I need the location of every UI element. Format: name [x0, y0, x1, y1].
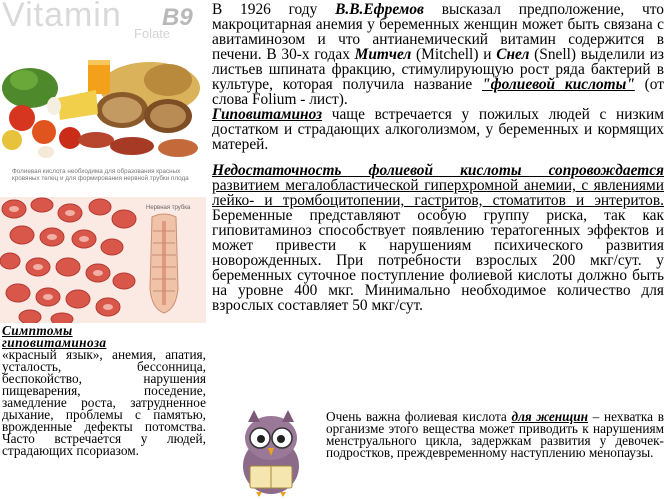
- logo-word: Vitamin: [2, 0, 122, 34]
- paragraph-deficiency: [212, 163, 664, 313]
- logo-badge: B9: [162, 4, 193, 31]
- symptoms-block: [2, 325, 206, 457]
- image-caption: Фолиевая кислота необходима для образования красных кровяных телец и для формирования нервной трубки плода: [12, 168, 189, 182]
- text-span: высказал предположение, что макроцитарная анемия у беременных женщин может быть связана с авитаминозом и что антианемический витамин содержится в печени. В 30-х годах: [212, 1, 664, 63]
- neural-tube-label: Нервная трубка: [146, 205, 191, 211]
- name-mitchell: Митчел: [354, 46, 412, 63]
- text-span: Очень важна фолиевая кислота: [326, 409, 512, 424]
- blood-cells-illustration: [0, 197, 206, 323]
- text-span: (от слова Folium - лист).: [212, 76, 664, 108]
- text-span: Беременные представляют особую группу риска, так как гиповитаминоз способствует появлению тератогенных эффектов и может привести к нарушениям психического развития новорожденных. При потребности взрослых 200 мкг/сут. у беременных суточное поступление фолиевой кислоты должно быть на уровне 400 мкг. Минимально необходимое количество для взрослых составляет 50 мкг/сут.: [212, 207, 664, 314]
- paragraph-hypovitaminosis: [212, 107, 664, 152]
- text-span: – нехватка в организме этого вещества может приводить к нарушениям менструального цикла, задержкам развития у девочек-подростков, преждевременному наступлению менопаузы.: [326, 409, 665, 460]
- deficiency-term: Недостаточность фолиевой кислоты сопровождается: [212, 162, 664, 179]
- folic-acid-term: "фолиевой кислоты": [482, 76, 635, 93]
- name-efremov: В.В.Ефремов: [335, 1, 424, 18]
- paragraph-history: [212, 2, 664, 107]
- text-span: (Snell) выделили из листьев шпината фракцию, стимулирующую рост ряда бактерий в культуре, которая получила название: [212, 46, 664, 93]
- text-span: (Mitchell) и: [411, 46, 497, 63]
- symptoms-title-1: Симптомы: [2, 323, 73, 338]
- owl-illustration: [228, 408, 314, 498]
- name-snell: Снел: [496, 46, 530, 63]
- women-note: [326, 411, 664, 459]
- deficiency-effects: развитием мегалобластической гиперхромной анемии, с явлениями лейко- и тромбоцитопении, гастритов, стоматитов и энтеритов.: [212, 177, 664, 209]
- hypovitaminosis-term: Гиповитаминоз: [212, 106, 323, 123]
- logo-sub: Folate: [134, 26, 171, 41]
- vitamin-logo: [2, 0, 198, 42]
- women-highlight: для женщин: [511, 409, 589, 424]
- main-text: [212, 2, 664, 313]
- text-span: чаще встречается у пожилых людей с низким достатком и страдающих алкоголизмом, у беременных и кормящих матерей.: [212, 106, 664, 153]
- symptoms-body: «красный язык», анемия, апатия, усталость, бессонница, беспокойство, нарушения пищеварения, поседение, замедление роста, затрудненное дыхание, проблемы с памятью, врожденные дефекты потомства. Часто встречается у людей, страдающих псориазом.: [2, 347, 206, 458]
- text-span: В 1926 году: [212, 1, 336, 18]
- food-illustration: [0, 40, 205, 168]
- symptoms-title-2: гиповитаминоза: [2, 335, 107, 350]
